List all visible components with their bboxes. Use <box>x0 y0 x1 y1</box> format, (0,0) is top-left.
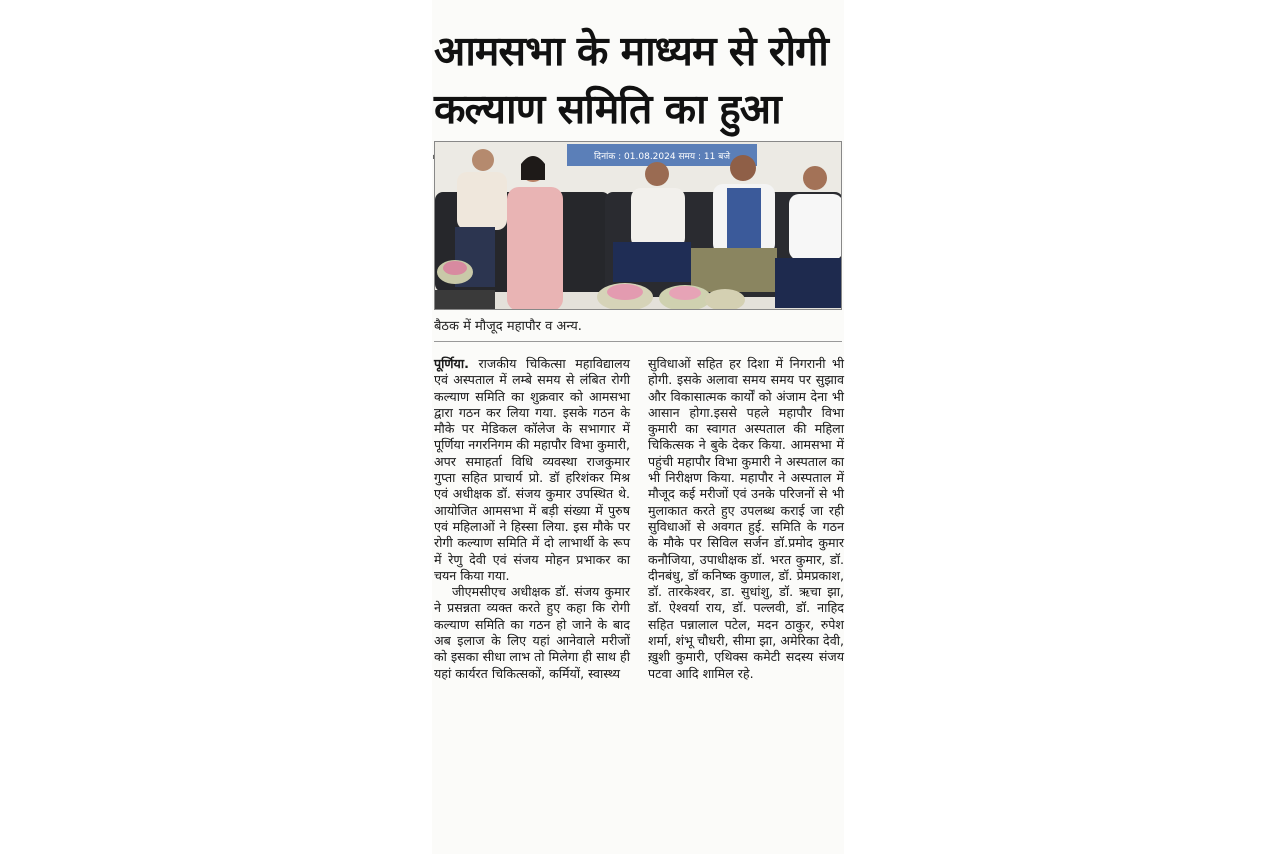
article-paragraph: जीएमसीएच अधीक्षक डॉ. संजय कुमार ने प्रसन्नता व्यक्त करते हुए कहा कि रोगी कल्याण समिति का गठन हो जाने के बाद अब इलाज के लिए यहां आनेवाले मरीजों को इसका सीधा लाभ तो मिलेगा ही साथ ही यहां कार्यरत चिकित्सकों, कर्मियों, स्वास्थ्य <box>434 584 630 681</box>
photo-banner-text: दिनांक : 01.08.2024 समय : 11 बजे <box>593 152 731 162</box>
dateline: पूर्णिया. <box>434 356 469 371</box>
headline: आमसभा के माध्यम से रोगी कल्याण समिति का हुआ <box>434 27 828 133</box>
photo-caption: बैठक में मौजूद महापौर व अन्य. <box>434 319 582 334</box>
article-column-2 <box>648 356 844 682</box>
news-photo <box>434 141 842 310</box>
article-column-1 <box>434 356 630 682</box>
article-paragraph: राजकीय चिकित्सा महाविद्यालय एवं अस्पताल में लम्बे समय से लंबित रोगी कल्याण समिति का शुक्रवार को आमसभा द्वारा गठन कर लिया गया. इसके गठन के मौके पर मेडिकल कॉलेज के सभागार में पूर्णिया नगरनिगम की महापौर विभा कुमारी, अपर समाहर्ता विधि व्यवस्था राजकुमार गुप्ता सहित प्राचार्य प्रो. डॉ हरिशंकर मिश्र एवं अधीक्षक डॉ. संजय कुमार उपस्थित थे. आयोजित आमसभा में बड़ी संख्या में पुरुष एवं महिलाओं ने हिस्सा लिया. इस मौके पर रोगी कल्याण समिति में दो लाभार्थी के रूप में रेणु देवी एवं संजय मोहन प्रभाकर का चयन किया गया. <box>434 356 630 583</box>
divider <box>434 341 842 342</box>
article-paragraph: सुविधाओं सहित हर दिशा में निगरानी भी होगी. इसके अलावा समय समय पर सुझाव और विकासात्मक कार्यों को अंजाम देना भी आसान होगा.इससे पहले महापौर विभा कुमारी का स्वागत अस्पताल की महिला चिकित्सक ने बुके देकर किया. आमसभा में पहुंची महापौर विभा कुमारी ने अस्पताल का भी निरीक्षण किया. महापौर ने अस्पताल में मौजूद कई मरीजों एवं उनके परिजनों से भी मुलाकात करते हुए उपलब्ध कराई जा रही सुविधाओं से अवगत हुई. समिति के गठन के मौके पर सिविल सर्जन डॉ.प्रमोद कुमार कनौजिया, उपाधीक्षक डॉ. भरत कुमार, डॉ. दीनबंधु, डॉ कनिष्क कुणाल, डॉ. प्रेमप्रकाश, डॉ. तारकेश्वर, डा. सुधांशु, डॉ. ऋचा झा, डॉ. ऐश्वर्या राय, डॉ. पल्लवी, डॉ. नाहिद सहित पन्नालाल पटेल, मदन ठाकुर, रुपेश शर्मा, शंभू चौधरी, सीमा झा, अमेरिका देवी, ख़ुशी कुमारी, एथिक्स कमेटी सदस्य संजय पटवा आदि शामिल रहे. <box>648 356 844 681</box>
